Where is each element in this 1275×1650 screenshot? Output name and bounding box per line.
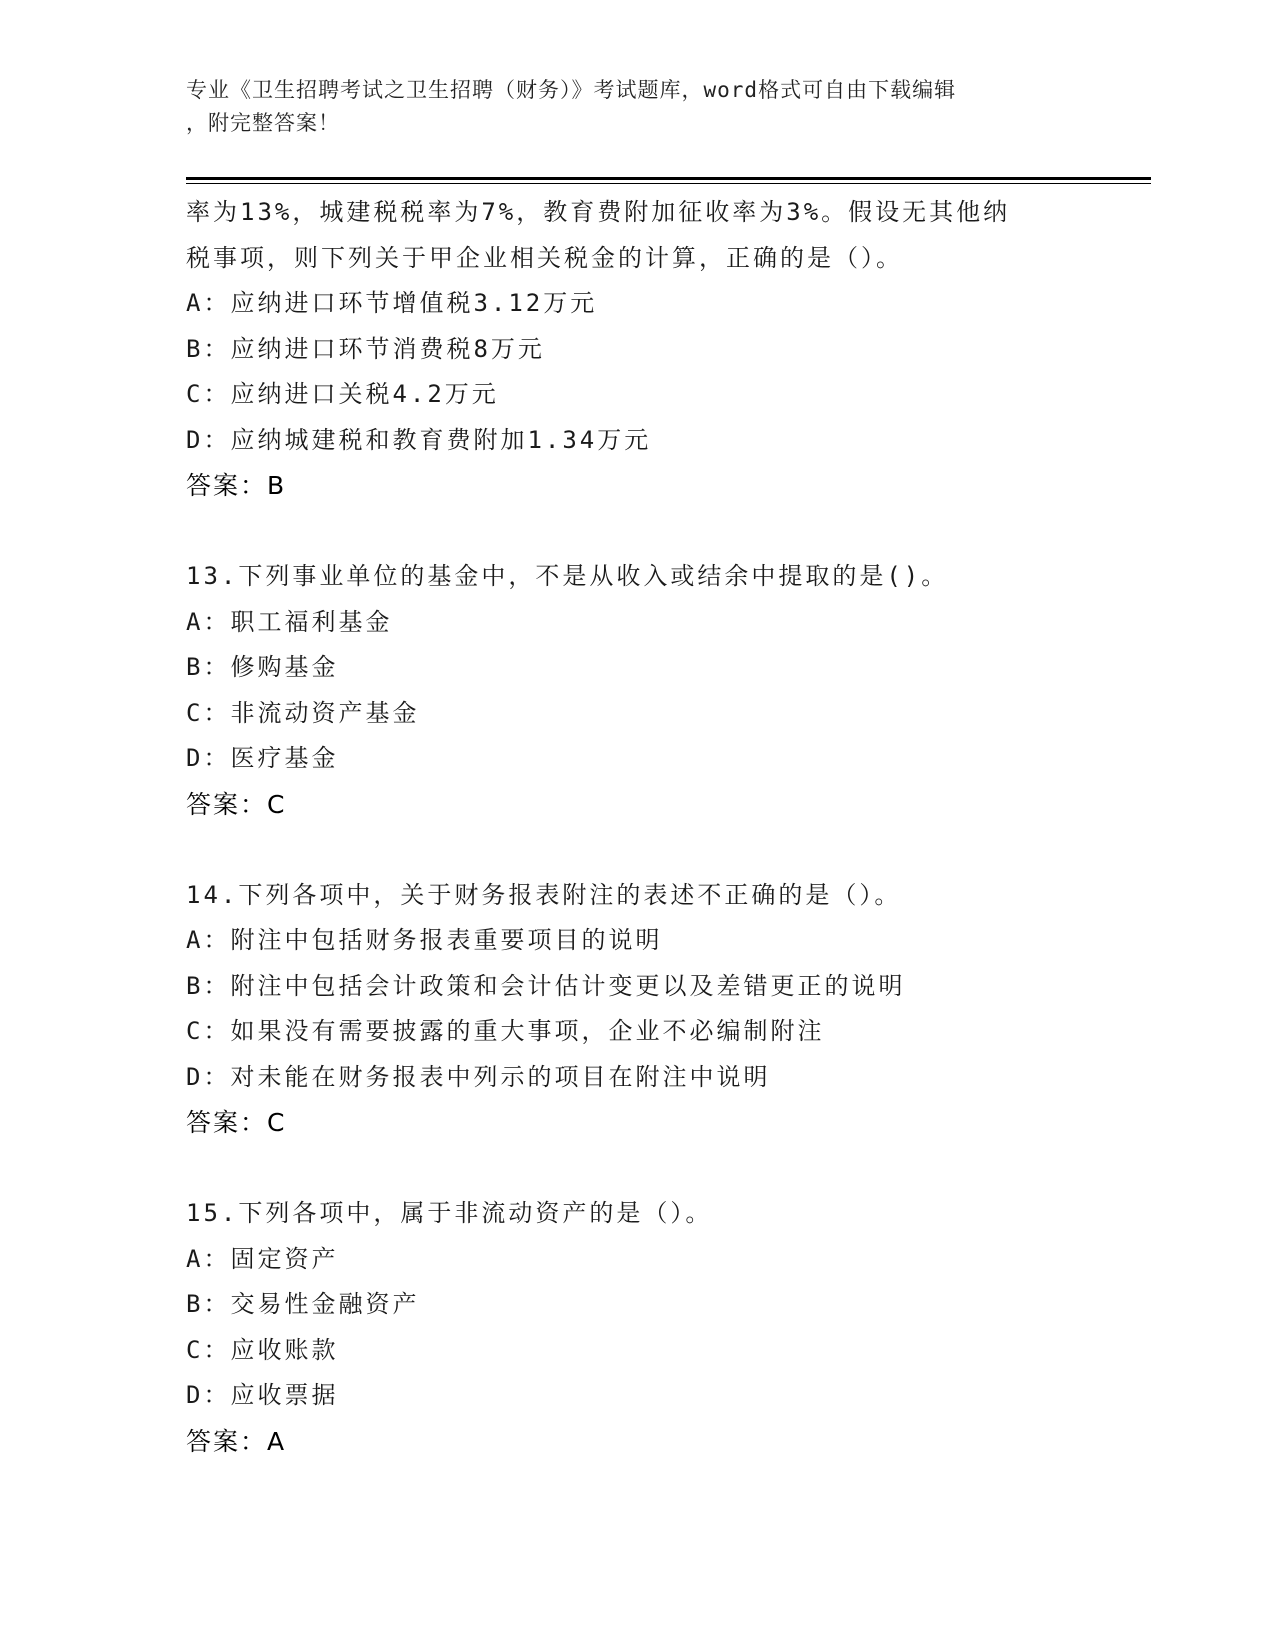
document-body <box>186 190 1146 1464</box>
option-c: C：非流动资产基金 <box>186 698 420 727</box>
option-d: D：应纳城建税和教育费附加1.34万元 <box>186 425 652 454</box>
question-12 <box>186 190 1146 509</box>
answer-label: 答案：A <box>186 1426 287 1456</box>
answer-label: 答案：B <box>186 471 287 500</box>
option-b: B：交易性金融资产 <box>186 1290 420 1318</box>
option-c: C：应纳进口关税4.2万元 <box>186 380 499 408</box>
question-spacer <box>186 509 1146 555</box>
question-stem: 15.下列各项中，属于非流动资产的是（）。 <box>186 1199 713 1227</box>
header-title-line-1: 专业《卫生招聘考试之卫生招聘（财务）》考试题库，word格式可自由下载编辑 <box>186 78 957 102</box>
option-d: D：应收票据 <box>186 1381 339 1409</box>
option-c: C：应收账款 <box>186 1335 339 1364</box>
question-spacer <box>186 827 1146 873</box>
question-stem: 14.下列各项中，关于财务报表附注的表述不正确的是（）。 <box>186 880 902 909</box>
option-a: A：职工福利基金 <box>186 607 393 636</box>
header-rule-thick <box>186 177 1151 180</box>
question-13 <box>186 554 1146 827</box>
option-a: A：应纳进口环节增值税3.12万元 <box>186 289 598 317</box>
option-b: B：附注中包括会计政策和会计估计变更以及差错更正的说明 <box>186 971 906 1000</box>
answer-label: 答案：C <box>186 1108 287 1137</box>
option-d: D：对未能在财务报表中列示的项目在附注中说明 <box>186 1062 771 1091</box>
question-spacer <box>186 1146 1146 1192</box>
question-stem: 13.下列事业单位的基金中，不是从收入或结余中提取的是()。 <box>186 562 949 590</box>
header-rule-thin <box>186 183 1151 184</box>
question-stem-line: 税事项，则下列关于甲企业相关税金的计算，正确的是（）。 <box>186 243 903 272</box>
document-header <box>186 74 1086 140</box>
option-c: C：如果没有需要披露的重大事项，企业不必编制附注 <box>186 1017 825 1045</box>
question-14 <box>186 873 1146 1146</box>
question-stem-line: 率为13%，城建税税率为7%，教育费附加征收率为3%。假设无其他纳 <box>186 198 1011 226</box>
option-a: A：附注中包括财务报表重要项目的说明 <box>186 926 663 954</box>
option-b: B：应纳进口环节消费税8万元 <box>186 334 545 363</box>
option-b: B：修购基金 <box>186 653 339 681</box>
option-a: A：固定资产 <box>186 1244 339 1273</box>
option-d: D：医疗基金 <box>186 744 339 772</box>
header-title-line-2: ，附完整答案！ <box>186 111 340 135</box>
question-15 <box>186 1191 1146 1464</box>
answer-label: 答案：C <box>186 789 287 819</box>
